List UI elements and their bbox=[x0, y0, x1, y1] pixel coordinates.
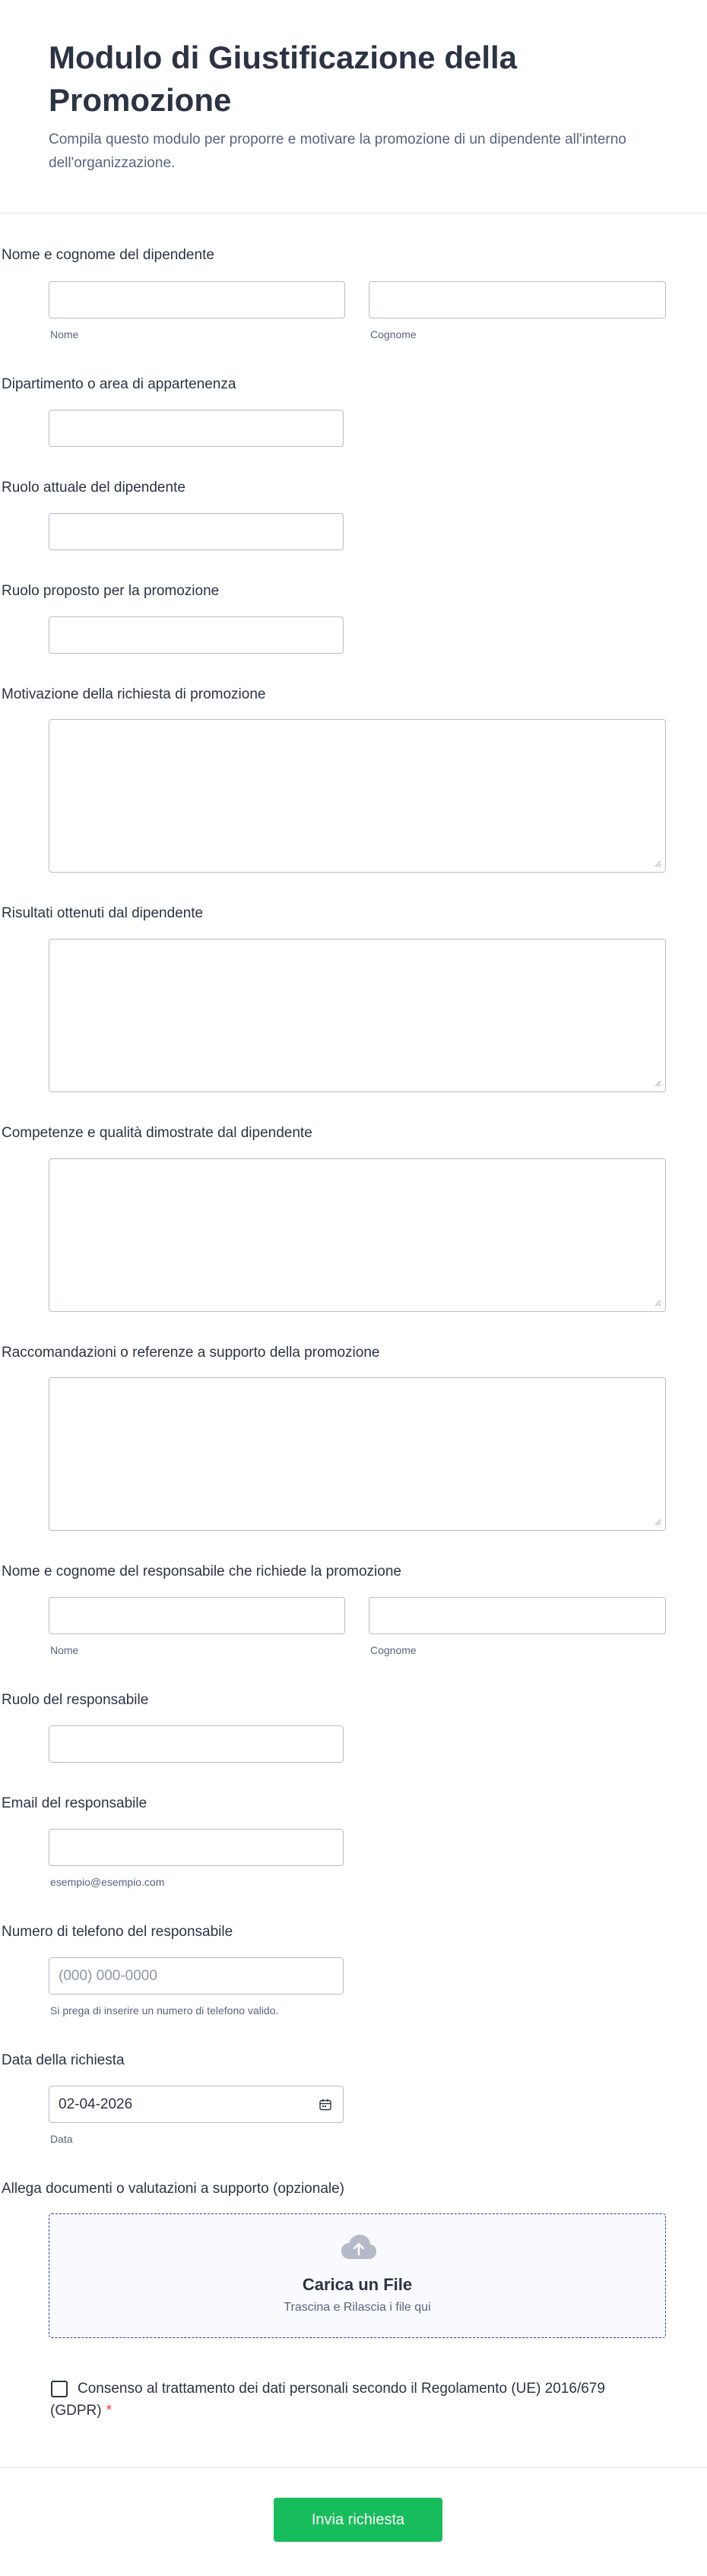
results-label: Risultati ottenuti dal dipendente bbox=[2, 905, 204, 921]
department-input[interactable] bbox=[49, 410, 344, 447]
manager-last-name-sublabel: Cognome bbox=[370, 1644, 417, 1656]
upload-subtitle: Trascina e Rilascia i file qui bbox=[284, 2301, 431, 2314]
manager-email-sublabel: esempio@esempio.com bbox=[50, 1876, 165, 1888]
employee-name-label: Nome e cognome del dipendente bbox=[2, 247, 214, 263]
manager-phone-sublabel: Si prega di inserire un numero di telefono valido. bbox=[50, 2004, 279, 2017]
resize-grip-icon[interactable] bbox=[654, 1079, 661, 1087]
gdpr-consent-text bbox=[50, 2378, 636, 2422]
manager-last-name-input[interactable] bbox=[369, 1597, 666, 1634]
recommendations-textarea[interactable] bbox=[49, 1377, 666, 1531]
current-role-label: Ruolo attuale del dipendente bbox=[2, 480, 185, 496]
calendar-icon[interactable] bbox=[319, 2098, 332, 2112]
page-title: Modulo di Giustificazione della Promozione bbox=[49, 40, 518, 118]
required-asterisk: * bbox=[106, 2403, 112, 2419]
request-date-sublabel: Data bbox=[50, 2133, 73, 2145]
department-label: Dipartimento o area di appartenenza bbox=[2, 376, 236, 392]
attachments-label: Allega documenti o valutazioni a supporto (opzionale) bbox=[2, 2181, 344, 2197]
gdpr-consent-label: Consenso al trattamento dei dati personali secondo il Regolamento (UE) 2016/679 (GDPR) bbox=[50, 2381, 605, 2419]
file-upload-dropzone[interactable] bbox=[49, 2213, 666, 2338]
manager-first-name-sublabel: Nome bbox=[50, 1644, 79, 1656]
manager-first-name-input[interactable] bbox=[49, 1597, 345, 1634]
request-date-label: Data della richiesta bbox=[2, 2052, 125, 2068]
manager-name-label: Nome e cognome del responsabile che richiede la promozione bbox=[2, 1564, 401, 1580]
proposed-role-label: Ruolo proposto per la promozione bbox=[2, 583, 220, 599]
proposed-role-input[interactable] bbox=[49, 616, 344, 654]
employee-last-name-input[interactable] bbox=[369, 281, 666, 318]
recommendations-label: Raccomandazioni o referenze a supporto della promozione bbox=[2, 1345, 380, 1361]
footer-divider bbox=[0, 2467, 707, 2468]
manager-email-label: Email del responsabile bbox=[2, 1795, 147, 1811]
manager-role-label: Ruolo del responsabile bbox=[2, 1692, 149, 1708]
employee-first-name-input[interactable] bbox=[49, 281, 345, 318]
current-role-input[interactable] bbox=[49, 513, 344, 550]
submit-button[interactable]: Invia richiesta bbox=[274, 2498, 442, 2542]
manager-role-input[interactable] bbox=[49, 1725, 344, 1763]
cloud-upload-icon bbox=[341, 2233, 377, 2261]
resize-grip-icon[interactable] bbox=[654, 1518, 661, 1526]
manager-phone-input[interactable] bbox=[49, 1957, 344, 1995]
motivation-textarea[interactable] bbox=[49, 719, 666, 873]
manager-email-input[interactable] bbox=[49, 1829, 344, 1866]
upload-title: Carica un File bbox=[302, 2275, 413, 2294]
motivation-label: Motivazione della richiesta di promozione bbox=[2, 686, 266, 702]
skills-label: Competenze e qualità dimostrate dal dipendente bbox=[2, 1125, 312, 1141]
resize-grip-icon[interactable] bbox=[654, 860, 661, 867]
employee-first-name-sublabel: Nome bbox=[50, 328, 79, 341]
manager-phone-label: Numero di telefono del responsabile bbox=[2, 1924, 233, 1940]
results-textarea[interactable] bbox=[49, 939, 666, 1092]
employee-last-name-sublabel: Cognome bbox=[370, 328, 417, 341]
form-header bbox=[0, 0, 707, 214]
resize-grip-icon[interactable] bbox=[654, 1299, 661, 1307]
skills-textarea[interactable] bbox=[49, 1158, 666, 1312]
page-subtitle: Compila questo modulo per proporre e motivare la promozione di un dipendente all'interno dell'organizzazione. bbox=[49, 131, 626, 171]
request-date-input[interactable] bbox=[49, 2086, 344, 2123]
